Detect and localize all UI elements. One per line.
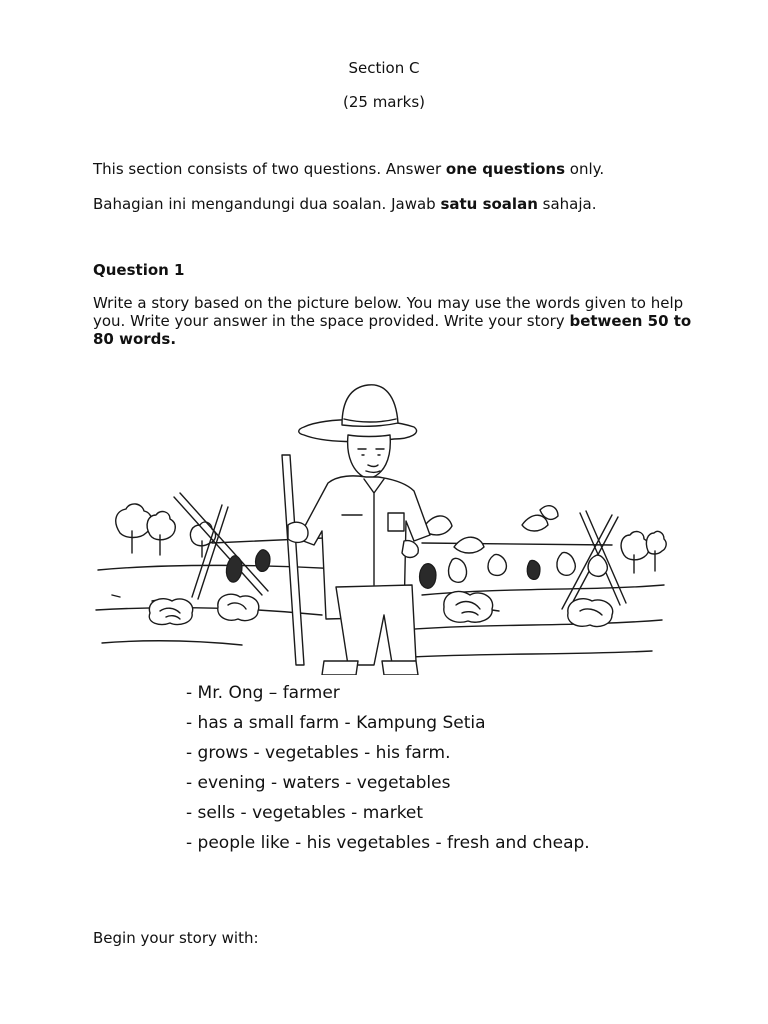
instruction-english bbox=[93, 160, 604, 178]
instruction-english-post: only. bbox=[565, 160, 605, 178]
question-prompt-word-limit: between 50 to 80 words. bbox=[93, 312, 692, 348]
instruction-english-pre: This section consists of two questions. Answer bbox=[93, 160, 446, 178]
section-marks: (25 marks) bbox=[342, 93, 426, 111]
instruction-english-bold: one questions bbox=[445, 160, 566, 178]
cue-word-item: - evening - waters - vegetables bbox=[186, 773, 451, 793]
instruction-malay bbox=[93, 195, 596, 213]
small-trees-left bbox=[116, 504, 216, 557]
instruction-malay-pre: Bahagian ini mengandungi dua soalan. Jawab bbox=[93, 195, 441, 213]
question-prompt bbox=[93, 294, 713, 348]
section-title: Section C bbox=[348, 59, 420, 77]
cue-word-item: - has a small farm - Kampung Setia bbox=[186, 713, 486, 733]
cue-word-list bbox=[186, 683, 590, 863]
small-trees-right bbox=[621, 531, 666, 573]
instruction-malay-bold: satu soalan bbox=[440, 195, 538, 213]
question-prompt-text: Write a story based on the picture below. You may use the words given to help you. Write your answer in the space provided. Write your story bbox=[93, 294, 684, 330]
cue-word-item: - people like - his vegetables - fresh and cheap. bbox=[186, 833, 590, 853]
question-heading: Question 1 bbox=[93, 261, 185, 279]
cue-word-item: - Mr. Ong – farmer bbox=[186, 683, 340, 703]
instruction-malay-post: sahaja. bbox=[537, 195, 597, 213]
farmer-picture bbox=[92, 365, 668, 675]
farmer-figure bbox=[282, 385, 430, 675]
cue-word-item: - sells - vegetables - market bbox=[186, 803, 424, 823]
cue-word-item: - grows - vegetables - his farm. bbox=[186, 743, 451, 763]
begin-story-instruction: Begin your story with: bbox=[93, 929, 259, 947]
